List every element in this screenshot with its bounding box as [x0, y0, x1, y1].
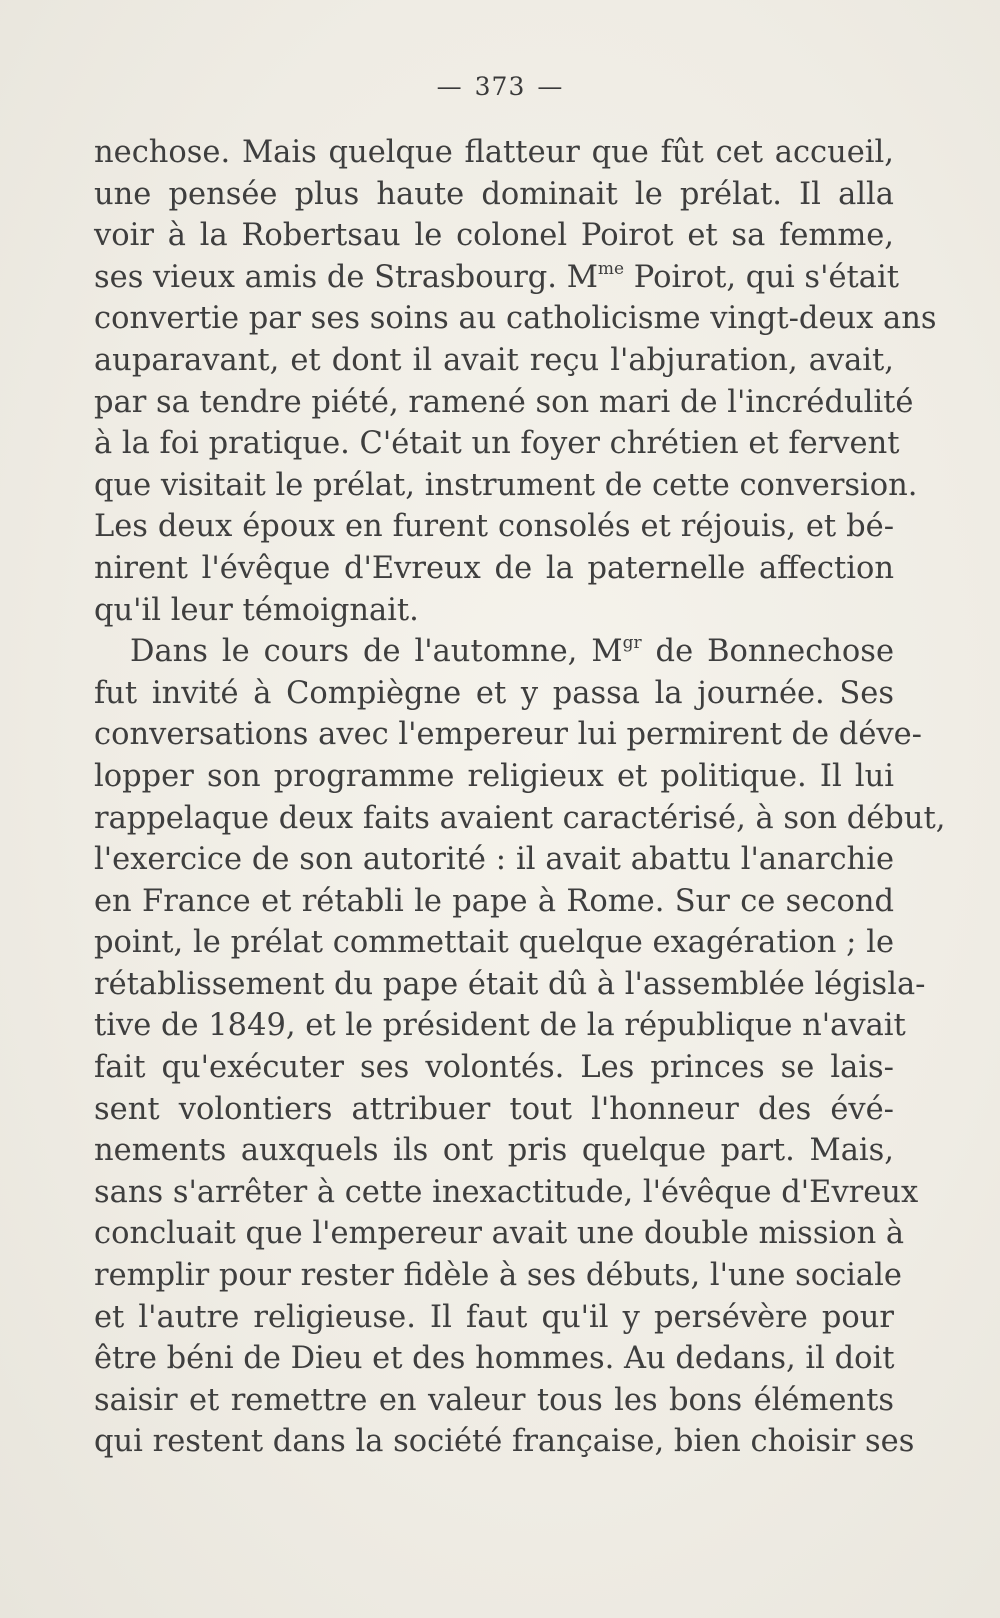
text-line-10: Les deux époux en furent consolés et réjouis, et bé- — [94, 509, 894, 545]
text-line-4-end: Poirot, qui s'était — [624, 259, 899, 295]
text-line-4 — [94, 257, 899, 299]
text-line-13 — [94, 631, 894, 673]
text-line-28: remplir pour rester fidèle à ses débuts, l'une sociale — [94, 1258, 902, 1294]
folio-number: 373 — [474, 72, 526, 101]
text-line-2: une pensée plus haute dominait le prélat. Il alla — [94, 176, 894, 212]
text-line-20: point, le prélat commettait quelque exagération ; le — [94, 925, 894, 961]
text-line-8: à la foi pratique. C'était un foyer chrétien et fervent — [94, 426, 900, 462]
text-line-9: que visitait le prélat, instrument de cette conversion. — [94, 467, 918, 503]
text-line-26: sans s'arrêter à cette inexactitude, l'évêque d'Evreux — [94, 1174, 919, 1210]
folio-dash-right: — — [537, 72, 564, 101]
text-line-31: saisir et remettre en valeur tous les bons éléments — [94, 1382, 894, 1418]
text-line-4-start: ses vieux amis de Strasbourg. M — [94, 259, 598, 295]
text-line-24: sent volontiers attribuer tout l'honneur des évé- — [94, 1091, 894, 1127]
text-line-32: qui restent dans la société française, bien choisir ses — [94, 1424, 915, 1460]
text-line-23: fait qu'exécuter ses volontés. Les princes se lais- — [94, 1050, 894, 1086]
text-line-21: rétablissement du pape était dû à l'assemblée législa- — [94, 966, 926, 1002]
page-number — [0, 72, 1000, 101]
superscript-me: me — [597, 258, 625, 279]
text-line-22: tive de 1849, et le président de la république n'avait — [94, 1008, 906, 1044]
text-line-14: fut invité à Compiègne et y passa la journée. Ses — [94, 675, 894, 711]
body-text — [94, 132, 946, 1463]
superscript-gr: gr — [622, 633, 642, 654]
text-line-30: être béni de Dieu et des hommes. Au dedans, il doit — [94, 1341, 895, 1377]
text-line-27: concluait que l'empereur avait une double mission à — [94, 1216, 905, 1252]
text-line-5: convertie par ses soins au catholicisme vingt-deux ans — [94, 301, 937, 337]
text-line-17: rappelaque deux faits avaient caractérisé, à son début, — [94, 800, 946, 836]
text-line-13-end: de Bonnechose — [641, 634, 894, 670]
folio-dash-left: — — [436, 72, 463, 101]
text-line-15: conversations avec l'empereur lui permirent de déve- — [94, 717, 922, 753]
text-line-18: l'exercice de son autorité : il avait abattu l'anarchie — [94, 842, 894, 878]
text-line-6: auparavant, et dont il avait reçu l'abjuration, avait, — [94, 342, 894, 378]
text-line-13-start: Dans le cours de l'automne, M — [130, 634, 623, 670]
text-line-25: nements auxquels ils ont pris quelque part. Mais, — [94, 1133, 894, 1169]
text-line-7: par sa tendre piété, ramené son mari de l'incrédulité — [94, 384, 914, 420]
text-line-3: voir à la Robertsau le colonel Poirot et sa femme, — [94, 218, 894, 254]
text-line-1: nechose. Mais quelque flatteur que fût cet accueil, — [94, 135, 894, 170]
text-line-19: en France et rétabli le pape à Rome. Sur ce second — [94, 883, 894, 919]
text-line-29: et l'autre religieuse. Il faut qu'il y persévère pour — [94, 1299, 894, 1335]
text-line-16: lopper son programme religieux et politique. Il lui — [94, 758, 894, 794]
text-line-11: nirent l'évêque d'Evreux de la paternelle affection — [94, 550, 894, 586]
text-line-12: qu'il leur témoignait. — [94, 592, 419, 628]
